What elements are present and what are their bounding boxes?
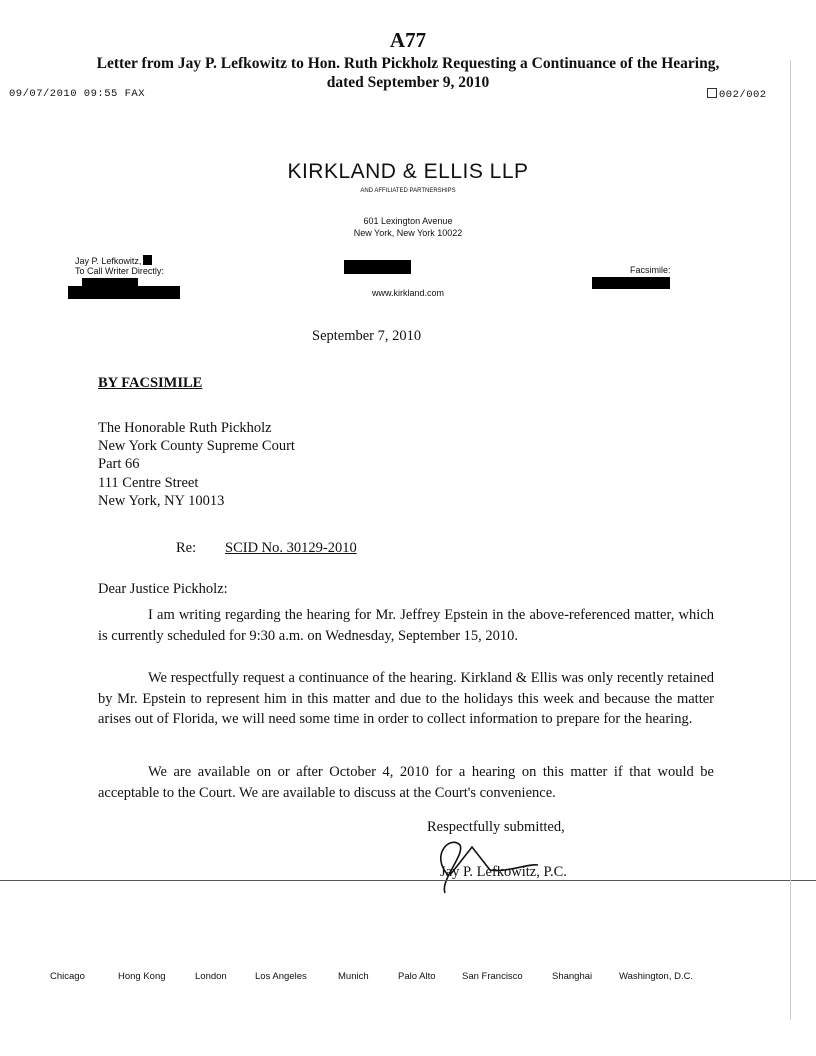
horizontal-rule — [0, 880, 816, 881]
closing: Respectfully submitted, — [427, 819, 565, 835]
footer-city: Hong Kong — [118, 971, 166, 982]
footer-city: Washington, D.C. — [619, 971, 694, 982]
footer-city: Los Angeles — [255, 971, 307, 982]
salutation: Dear Justice Pickholz: — [98, 581, 228, 597]
firm-website: www.kirkland.com — [371, 288, 445, 298]
footer-city: Shanghai — [552, 971, 593, 982]
body-paragraph: We are available on or after October 4, 2010 for a hearing on this matter if that would be acceptable to the Court. We are available to discuss at the Court's convenience. — [98, 764, 714, 801]
recipient-line: 111 Centre Street — [98, 475, 199, 491]
footer-city: Chicago — [50, 971, 85, 982]
delivery-method: BY FACSIMILE — [98, 375, 203, 391]
redaction — [143, 255, 152, 265]
exhibit-caption-line1: Letter from Jay P. Lefkowitz to Hon. Ruth Pickholz Requesting a Continuance of the Hearing, — [96, 55, 720, 72]
fax-page-count — [707, 88, 767, 101]
fax-page-number: 002/002 — [719, 89, 767, 101]
redaction — [344, 260, 411, 274]
firm-address-line2: New York, New York 10022 — [353, 228, 463, 238]
firm-subtitle: AND AFFILIATED PARTNERSHIPS — [360, 188, 456, 194]
facsimile-label: Facsimile: — [630, 265, 671, 275]
footer-city: Palo Alto — [398, 971, 436, 982]
firm-name: KIRKLAND & ELLIS LLP — [287, 160, 529, 183]
recipient-line: The Honorable Ruth Pickholz — [98, 420, 272, 436]
writer-name-line — [75, 255, 152, 266]
redaction — [82, 278, 138, 286]
fax-timestamp: 09/07/2010 09:55 FAX — [9, 88, 146, 100]
signature-name: Jay P. Lefkowitz, P.C. — [440, 864, 567, 880]
re-label: Re: — [176, 540, 197, 556]
writer-direct-label: To Call Writer Directly: — [75, 266, 164, 276]
recipient-line: New York, NY 10013 — [98, 493, 225, 509]
recipient-line: New York County Supreme Court — [98, 438, 295, 454]
body-paragraph: I am writing regarding the hearing for Mr. Jeffrey Epstein in the above-referenced matter, which is currently scheduled for 9:30 a.m. on Wednesday, September 15, 2010. — [98, 607, 714, 644]
body-paragraph: We respectfully request a continuance of the hearing. Kirkland & Ellis was only recently retained by Mr. Epstein to represent him in this matter and due to the holidays this week and because the matter arises out of Florida, we will need some time in order to collect information to prepare for the hearing. — [98, 670, 714, 727]
exhibit-number: A77 — [389, 28, 427, 52]
exhibit-caption-line2: dated September 9, 2010 — [326, 74, 490, 91]
footer-city: London — [195, 971, 227, 982]
writer-name: Jay P. Lefkowitz, — [75, 256, 142, 266]
letter-date: September 7, 2010 — [312, 328, 422, 344]
fax-page-icon — [707, 88, 717, 98]
firm-address-line1: 601 Lexington Avenue — [363, 216, 453, 226]
re-case-number: SCID No. 30129-2010 — [225, 540, 357, 556]
footer-city: San Francisco — [462, 971, 523, 982]
recipient-line: Part 66 — [98, 456, 140, 472]
footer-city: Munich — [338, 971, 369, 982]
page-edge-line — [790, 60, 791, 1020]
